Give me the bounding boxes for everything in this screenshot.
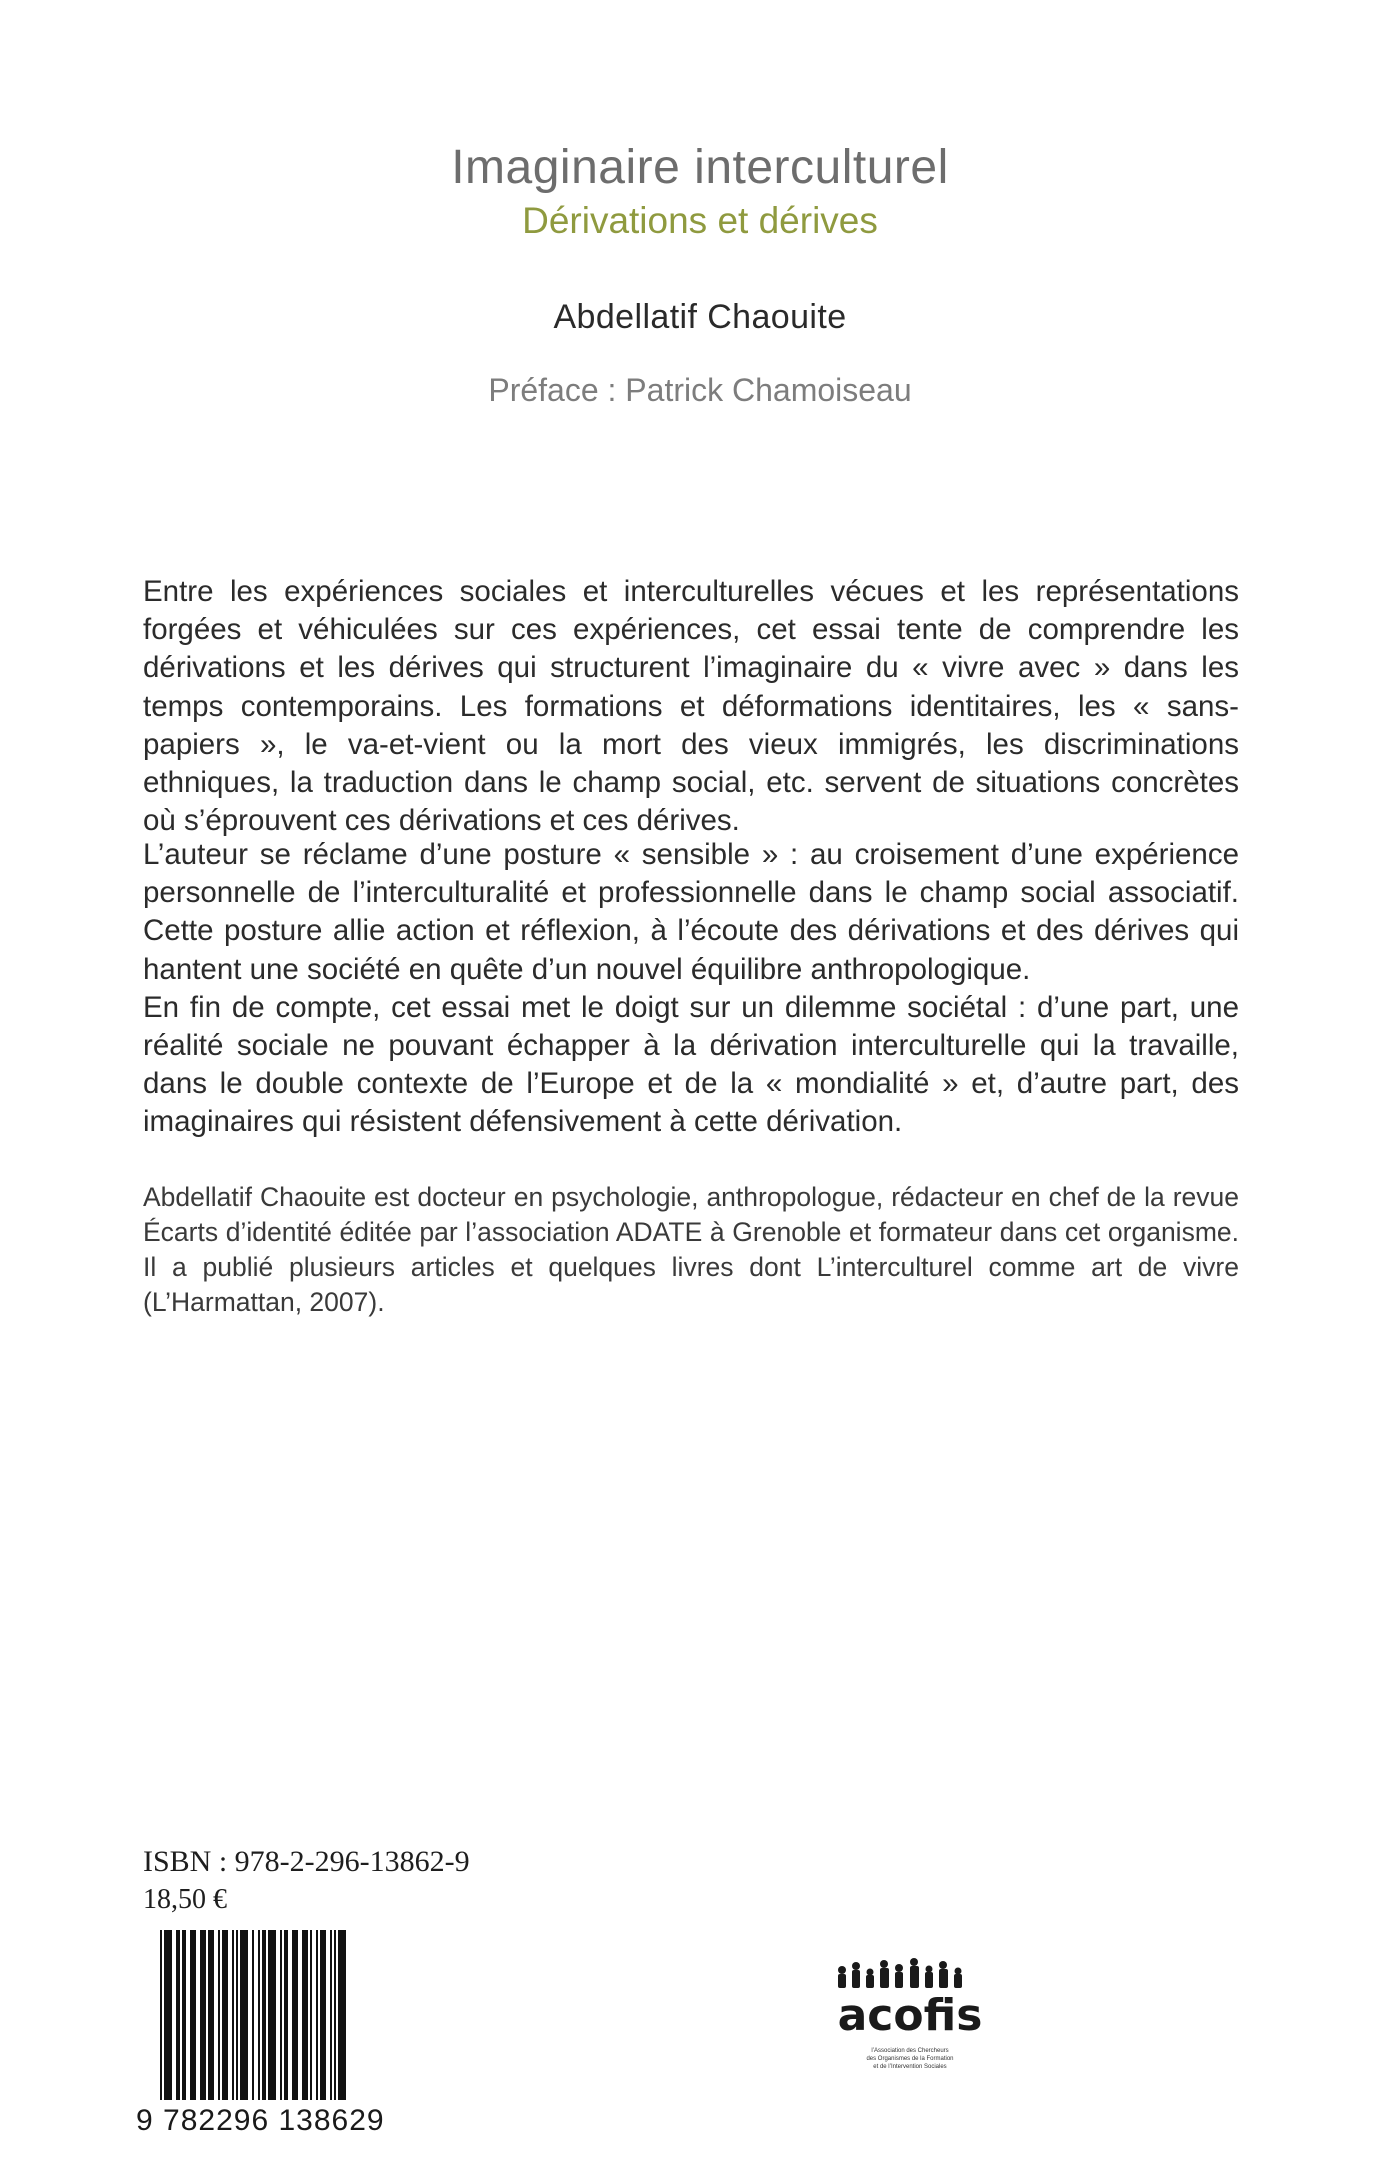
summary-paragraph-2 — [143, 836, 1239, 1142]
acofis-tagline: l’Association des Chercheurs des Organismes de la Formation et de l’Intervention Sociales — [866, 2048, 954, 2070]
barcode-bar — [334, 1930, 336, 2100]
barcode-bar — [330, 1930, 332, 2100]
barcode-bar — [200, 1930, 206, 2100]
barcode-bar — [218, 1930, 220, 2100]
barcode-bar — [310, 1930, 312, 2100]
author-bio-text: Abdellatif Chaouite est docteur en psychologie, anthropologue, rédacteur en chef de la revue Écarts d’identité éditée par l’association ADATE à Grenoble et formateur dans cet organisme. Il a publié plusieurs articles et quelques livres dont L’interculturel comme art de vivre (L’Harmattan, 2007). — [143, 1182, 1239, 1317]
summary-text-1: Entre les expériences sociales et interculturelles vécues et les représentations forgées et véhiculées sur ces expériences, cet essai tente de comprendre les dérivations et les dérives qui structurent l’imaginaire du « vivre avec » dans les temps contemporains. Les formations et déformations identitaires, les « sans-papiers », le va-et-vient ou la mort des vieux immigrés, les discriminations ethniques, la traduction dans le champ social, etc. servent de situations concrètes où s’éprouvent ces dérivations et ces dérives. — [143, 575, 1239, 838]
barcode-bar — [222, 1930, 228, 2100]
summary-paragraph-1 — [143, 573, 1239, 840]
barcode-bar — [338, 1930, 346, 2100]
summary-text-2b: En fin de compte, cet essai met le doigt sur un dilemme sociétal : d’une part, une réalité sociale ne pouvant échapper à la dérivation interculturelle qui la travaille, dans le double contexte de l’Europe et de la « mondialité » et, d’autre part, des imaginaires qui résistent défensivement à cette dérivation. — [143, 990, 1239, 1139]
price: 18,50 € — [143, 1884, 227, 1915]
barcode-bar — [236, 1930, 238, 2100]
author-name: Abdellatif Chaouite — [553, 298, 847, 336]
barcode-bar — [280, 1930, 282, 2100]
barcode-bar — [160, 1930, 162, 2100]
people-silhouettes-icon — [838, 1958, 962, 1988]
acofis-logo — [820, 1950, 1000, 2100]
barcode-bar — [232, 1930, 234, 2100]
barcode-bar — [302, 1930, 308, 2100]
book-subtitle: Dérivations et dérives — [522, 200, 878, 241]
book-title: Imaginaire interculturel — [451, 141, 949, 194]
author-bio — [143, 1180, 1239, 1320]
barcode-bar — [176, 1930, 180, 2100]
barcode-bar — [182, 1930, 186, 2100]
barcode-bar — [258, 1930, 260, 2100]
barcode-bar — [268, 1930, 276, 2100]
barcode-number: 9 782296 138629 — [136, 2104, 385, 2137]
barcode-bar — [240, 1930, 248, 2100]
barcode-bar — [252, 1930, 254, 2100]
isbn: ISBN : 978-2-296-13862-9 — [143, 1845, 470, 1878]
barcode-bar — [284, 1930, 288, 2100]
barcode-bar — [208, 1930, 214, 2100]
barcode-bar — [262, 1930, 266, 2100]
barcode-bar — [316, 1930, 318, 2100]
barcode-bar — [320, 1930, 326, 2100]
barcode-bar — [164, 1930, 172, 2100]
barcode-bar — [190, 1930, 196, 2100]
barcode — [158, 1930, 420, 2108]
preface-credit: Préface : Patrick Chamoiseau — [488, 372, 912, 408]
acofis-wordmark: acofis — [837, 1990, 983, 2041]
summary-text-2a: L’auteur se réclame d’une posture « sensible » : au croisement d’une expérience personnelle de l’interculturalité et professionnelle dans le champ social associatif. Cette posture allie action et réflexion, à l’écoute des dérivations et des dérives qui hantent une société en quête d’un nouvel équilibre anthropologique. — [143, 838, 1239, 986]
barcode-bar — [292, 1930, 298, 2100]
